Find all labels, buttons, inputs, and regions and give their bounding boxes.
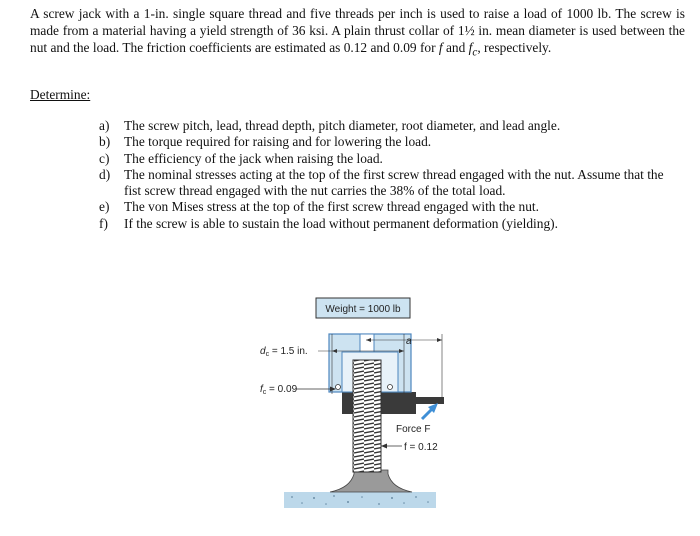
fc-label: $f_c = 0.09$ [260,384,298,396]
f-label: f = 0.12 [404,442,438,453]
list-item: b) The torque required for raising and for lowering the load. [99,134,432,150]
dc-label: $d_c = 1.5$ in. [260,346,308,358]
task-list [99,118,681,232]
collar-bearing-left [336,385,341,390]
force-label: Force F [396,424,431,435]
list-item: e) The von Mises stress at the top of the first screw thread engaged with the nut. [99,199,540,215]
weight-label: Weight = 1000 lb [325,304,401,315]
friction-symbol-f: f [438,40,443,56]
screw-thread [353,360,381,472]
collar-bearing-right [388,385,393,390]
cap-slot [360,334,374,352]
list-item: c) The efficiency of the jack when raising the load. [99,150,383,166]
intro-and: and [442,40,469,56]
list-item: a) The screw pitch, lead, thread depth, pitch diameter, root diameter, and lead angle. [99,118,561,133]
determine-heading: Determine: [30,87,91,102]
problem-statement [30,5,685,62]
ground [284,492,436,508]
base-foot [330,470,412,492]
intro-text: A screw jack with a 1-in. single square thread and five threads per inch is used to raise a load of 1000 lb. The screw is made from a material having a yield strength of 36 ksi. A plain thrust collar of 1½ in. mean diameter is used between the nut and the load. The friction coefficients are estimated as 0.12 and 0.09 for [30,6,685,56]
list-item: d) The nominal stresses acting at the top of the first screw thread engaged with the nut. Assume that the fist screw thread engaged with the nut carries the 38% of the total load. [99,166,664,199]
intro-end: , respectively. [477,40,552,56]
lever-arm [416,397,444,404]
a-label: a [406,336,412,347]
list-item: f) If the screw is able to sustain the load without permanent deformation (yielding). [99,215,558,231]
friction-symbol-fc: $f_c$ [468,40,478,60]
screw-jack-figure [254,294,444,514]
